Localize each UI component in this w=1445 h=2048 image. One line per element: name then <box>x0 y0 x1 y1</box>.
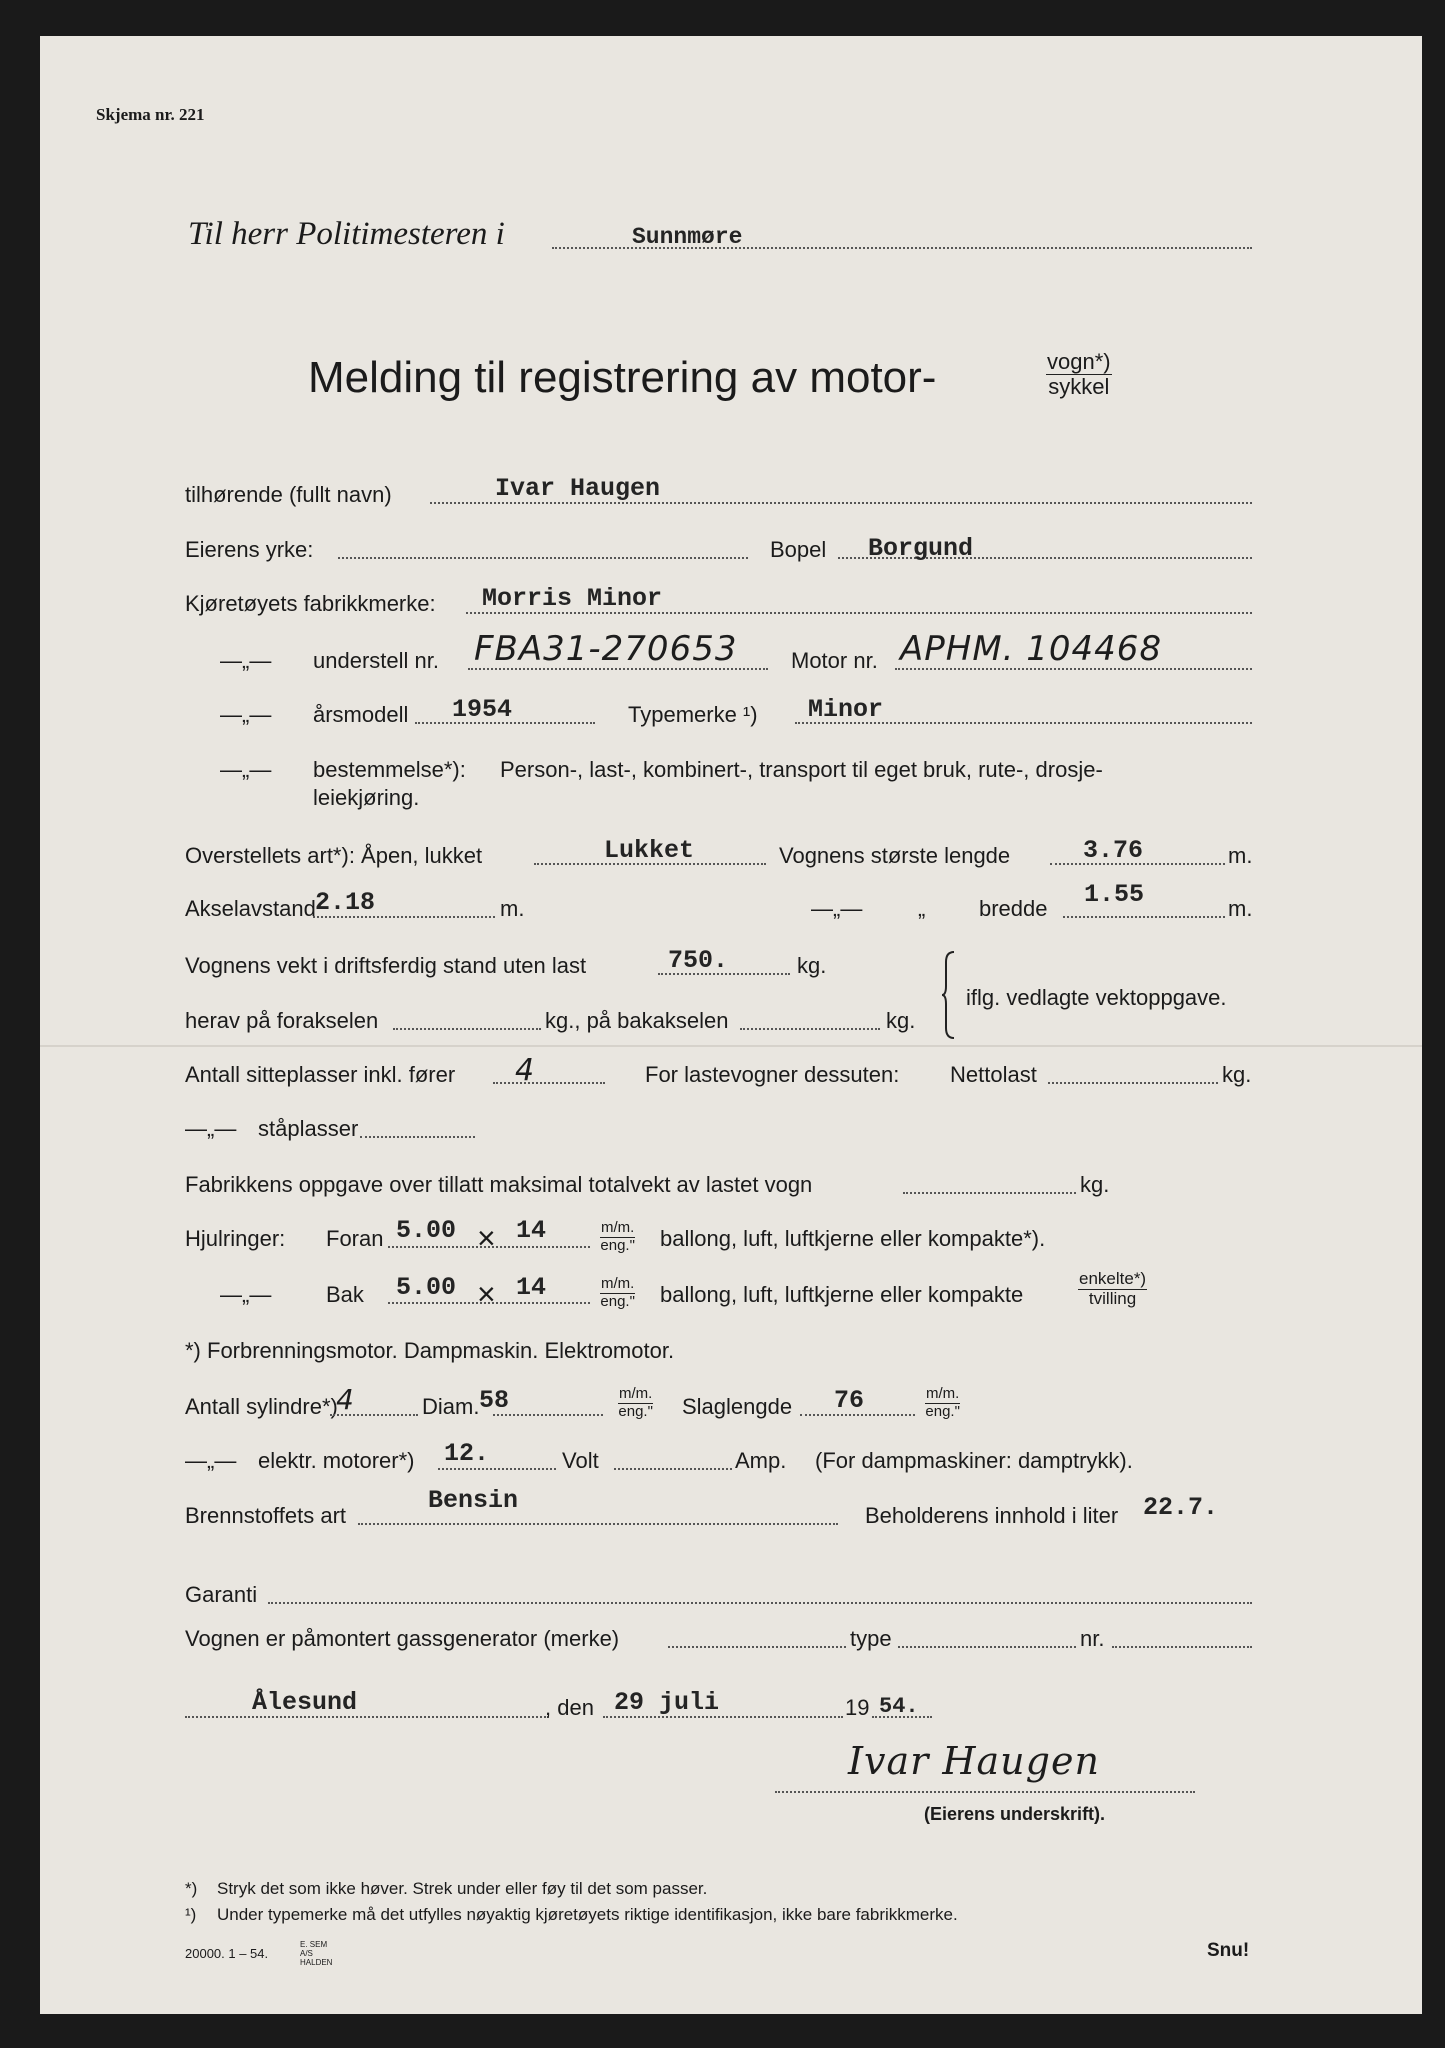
ditto-mark: —„— <box>220 1282 272 1307</box>
schema-number: Skjema nr. 221 <box>96 105 205 124</box>
signature-label: (Eierens underskrift). <box>924 1804 1106 1824</box>
ditto-mark: —„— <box>185 1448 237 1473</box>
guarantee-line <box>268 1602 1252 1604</box>
paper-fold <box>40 1045 1422 1047</box>
gas-nr-label: nr. <box>1080 1626 1105 1651</box>
recipient-label: Til herr Politimesteren i <box>188 216 505 252</box>
rear-axle-label: kg., på bakakselen <box>545 1008 729 1033</box>
volt-line <box>438 1468 556 1470</box>
unit-top: m/m. <box>619 1385 653 1402</box>
unit-kg: kg. <box>886 1008 916 1033</box>
type-label: Typemerke ¹) <box>628 702 758 727</box>
unit-top: m/m. <box>601 1275 635 1292</box>
title-fraction <box>1046 350 1112 399</box>
make-label: Kjøretøyets fabrikkmerke: <box>185 591 436 616</box>
volt-label: Volt <box>562 1448 599 1473</box>
gasgen-label: Vognen er påmontert gassgenerator (merke) <box>185 1626 620 1651</box>
guarantee-label: Garanti <box>185 1582 258 1607</box>
footnote-2: Under typemerke må det utfylles nøyaktig kjøretøyets riktige identifikasjon, ikke bare fabrikkmerke. <box>217 1905 958 1924</box>
unit-kg: kg. <box>1080 1172 1110 1197</box>
unit-fraction <box>925 1386 960 1420</box>
amp-line <box>614 1468 732 1470</box>
stroke-label: Slaglengde <box>682 1394 793 1419</box>
cyl-value: 4 <box>336 1383 355 1416</box>
title-fraction-bottom: sykkel <box>1048 374 1110 400</box>
ditto-mark: —„— <box>220 757 272 782</box>
netload-label: Nettolast <box>950 1062 1037 1087</box>
purpose-options-cont: leiekjøring. <box>313 785 420 810</box>
fuel-label: Brennstoffets art <box>185 1503 347 1528</box>
length-value: 3.76 <box>1083 836 1144 865</box>
unit-kg: kg. <box>1222 1062 1252 1087</box>
rear-axle-line <box>740 1028 880 1030</box>
gas-type-line <box>898 1646 1076 1648</box>
weight-brace <box>942 950 956 1040</box>
place-value: Ålesund <box>252 1688 358 1717</box>
width-label: bredde <box>979 896 1048 921</box>
unit-top: m/m. <box>926 1385 960 1402</box>
chassis-label: understell nr. <box>313 648 439 673</box>
diam-value: 58 <box>479 1386 510 1415</box>
times-sign: × <box>477 1220 496 1256</box>
engine-types: *) Forbrenningsmotor. Dampmaskin. Elektromotor. <box>185 1338 675 1363</box>
seats-line <box>493 1082 605 1084</box>
body-value: Lukket <box>604 836 695 865</box>
year-prefix: 19 <box>845 1695 870 1720</box>
unit-m: m. <box>1228 843 1253 868</box>
year-value: 1954 <box>452 695 513 724</box>
recipient-value: Sunnmøre <box>632 224 743 250</box>
gas-nr-line <box>1112 1646 1252 1648</box>
ditto-mark: —„— <box>220 648 272 673</box>
ditto-mark: —„— <box>220 702 272 727</box>
tires-bottom: tvilling <box>1088 1288 1137 1308</box>
owner-label: tilhørende (fullt navn) <box>185 482 392 507</box>
netload-line <box>1048 1082 1218 1084</box>
unit-bottom: eng." <box>600 1292 635 1310</box>
purpose-label: bestemmelse*): <box>313 757 466 782</box>
unit-m: m. <box>500 896 525 921</box>
tires-label: Hjulringer: <box>185 1226 286 1251</box>
width-value: 1.55 <box>1084 880 1145 909</box>
seats-value: 4 <box>515 1053 536 1088</box>
tires-rear-diameter: 14 <box>516 1273 547 1302</box>
tires-kind-rear: ballong, luft, luftkjerne eller kompakte <box>660 1282 1024 1307</box>
tires-front-label: Foran <box>326 1226 384 1251</box>
unit-top: m/m. <box>601 1219 635 1236</box>
unit-bottom: eng." <box>600 1236 635 1254</box>
gas-type-label: type <box>850 1626 892 1651</box>
front-axle-label: herav på forakselen <box>185 1008 379 1033</box>
owner-signature: Ivar Haugen <box>848 1739 1100 1783</box>
weight-value: 750. <box>668 946 729 975</box>
engine-value: APHM. 104468 <box>900 629 1163 669</box>
signature-line <box>775 1791 1195 1793</box>
title-fraction-top: vogn*) <box>1047 349 1111 374</box>
tires-front-width: 5.00 <box>396 1216 457 1245</box>
printer-mark: E. SEM A/S HALDEN <box>300 1940 333 1967</box>
cyl-label: Antall sylindre*) <box>185 1394 338 1419</box>
times-sign: × <box>477 1276 496 1312</box>
body-label: Overstellets art*): Åpen, lukket <box>185 843 483 868</box>
wheelbase-value: 2.18 <box>315 888 376 917</box>
residence-value: Borgund <box>868 534 974 563</box>
engine-label: Motor nr. <box>791 648 878 673</box>
tank-value: 22.7. <box>1143 1493 1219 1522</box>
occupation-line <box>338 557 748 559</box>
unit-kg: kg. <box>797 953 827 978</box>
tires-kind-front: ballong, luft, luftkjerne eller kompakte*). <box>660 1226 1046 1251</box>
tires-rear-width: 5.00 <box>396 1273 457 1302</box>
weight-note: iflg. vedlagte vektoppgave. <box>966 985 1227 1010</box>
footnote-1: Stryk det som ikke høver. Strek under eller føy til det som passer. <box>217 1879 708 1898</box>
turn-over-note: Snu! <box>1207 1940 1250 1961</box>
stroke-value: 76 <box>834 1386 865 1415</box>
amp-label: Amp. <box>735 1448 787 1473</box>
width-line <box>1063 916 1225 918</box>
wheelbase-label: Akselavstand <box>185 896 316 921</box>
maxweight-label: Fabrikkens oppgave over tillatt maksimal totalvekt av lastet vogn <box>185 1172 813 1197</box>
unit-fraction <box>600 1220 635 1254</box>
truck-label: For lastevogner dessuten: <box>645 1062 900 1087</box>
elmotor-label: elektr. motorer*) <box>258 1448 415 1473</box>
standing-line <box>360 1136 475 1138</box>
chassis-value: FBA31-270653 <box>474 629 738 669</box>
ditto-mark: „ <box>918 896 926 921</box>
residence-label: Bopel <box>770 537 827 562</box>
unit-fraction <box>618 1386 653 1420</box>
form-title: Melding til registrering av motor- <box>308 353 937 402</box>
ditto-mark: —„— <box>185 1116 237 1141</box>
front-axle-line <box>393 1028 541 1030</box>
tires-fraction <box>1078 1270 1147 1308</box>
year-suffix: 54. <box>879 1694 919 1719</box>
steam-note: (For dampmaskiner: damptrykk). <box>815 1448 1133 1473</box>
maxweight-line <box>903 1192 1076 1194</box>
unit-fraction <box>600 1276 635 1310</box>
make-value: Morris Minor <box>482 584 663 613</box>
type-value: Minor <box>808 695 884 724</box>
standing-label: ståplasser <box>258 1116 359 1141</box>
tank-label: Beholderens innhold i liter <box>865 1503 1119 1528</box>
year-label: årsmodell <box>313 702 409 727</box>
owner-value: Ivar Haugen <box>495 474 661 503</box>
seats-label: Antall sitteplasser inkl. fører <box>185 1062 456 1087</box>
tires-rear-label: Bak <box>326 1282 364 1307</box>
unit-bottom: eng." <box>618 1402 653 1420</box>
footnote-2-mark: ¹) <box>185 1905 197 1924</box>
unit-m: m. <box>1228 896 1253 921</box>
tires-front-diameter: 14 <box>516 1216 547 1245</box>
purpose-options: Person-, last-, kombinert-, transport til eget bruk, rute-, drosje- <box>500 757 1103 782</box>
date-label: , den <box>545 1695 594 1720</box>
date-value: 29 juli <box>614 1688 720 1717</box>
volt-value: 12. <box>444 1439 490 1468</box>
unit-bottom: eng." <box>925 1402 960 1420</box>
tires-top: enkelte*) <box>1079 1269 1147 1288</box>
length-label: Vognens største lengde <box>779 843 1011 868</box>
footnote-1-mark: *) <box>185 1879 198 1898</box>
occupation-label: Eierens yrke: <box>185 537 314 562</box>
diam-line <box>493 1414 603 1416</box>
print-code: 20000. 1 – 54. <box>185 1946 269 1961</box>
gasgen-line <box>668 1646 846 1648</box>
fuel-line <box>358 1523 838 1525</box>
weight-label: Vognens vekt i driftsferdig stand uten last <box>185 953 587 978</box>
place-line <box>185 1716 549 1718</box>
diam-label: Diam. <box>422 1394 480 1419</box>
fuel-value: Bensin <box>428 1486 519 1515</box>
ditto-mark: —„— <box>811 896 863 921</box>
